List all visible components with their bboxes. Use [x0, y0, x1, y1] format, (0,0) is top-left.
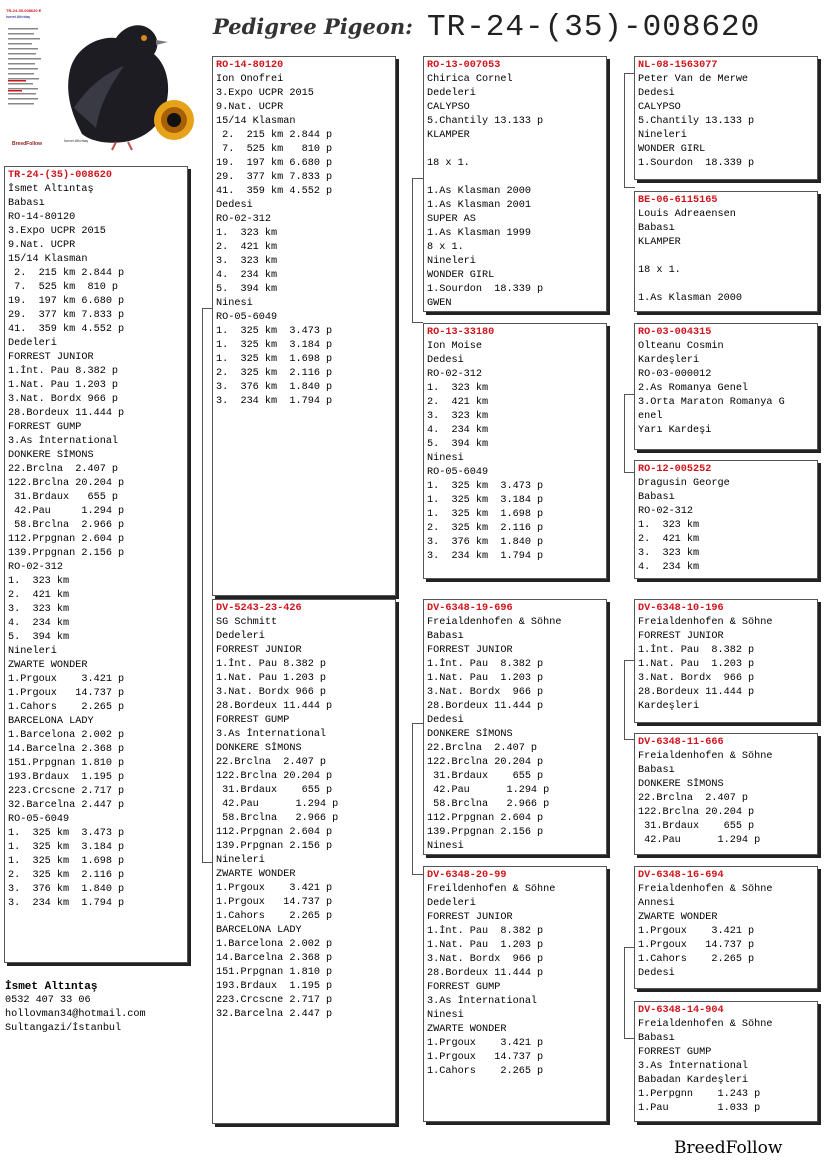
- pedigree-line: 1.Cahors 2.265 p: [638, 954, 755, 965]
- pedigree-line: 1.İnt. Pau 8.382 p: [427, 926, 544, 937]
- pedigree-line: 1.Cahors 2.265 p: [8, 702, 125, 713]
- card-g6: [634, 733, 818, 855]
- pedigree-line: FORREST JUNIOR: [216, 645, 302, 656]
- owner-info: [5, 980, 146, 1036]
- pedigree-line: BARCELONA LADY: [216, 925, 302, 936]
- pedigree-line: FORREST JUNIOR: [638, 631, 724, 642]
- pedigree-line: 2. 325 km 2.116 p: [216, 368, 333, 379]
- pedigree-line: KLAMPER: [427, 130, 470, 141]
- pedigree-line: 1.İnt. Pau 8.382 p: [216, 659, 327, 670]
- pedigree-line: 151.Prpgnan 1.810 p: [8, 758, 125, 769]
- pedigree-line: 2.As Romanya Genel: [638, 383, 749, 394]
- pedigree-line: Ion Onofrei: [216, 74, 284, 85]
- pedigree-line: Ninesi: [216, 298, 253, 309]
- pedigree-line: FORREST GUMP: [8, 422, 82, 433]
- pedigree-line: [427, 171, 603, 185]
- pedigree-line: 3. 234 km 1.794 p: [8, 898, 125, 909]
- pedigree-line: Nineleri: [8, 646, 57, 657]
- pedigree-line: FORREST JUNIOR: [427, 912, 513, 923]
- bracket-dam: [412, 723, 423, 875]
- ring-number: RO-03-004315: [638, 327, 712, 338]
- pedigree-line: 4. 234 km: [638, 562, 700, 573]
- pedigree-line: Dedeleri: [427, 88, 476, 99]
- pigeon-icon: [4, 8, 204, 154]
- pedigree-line: 3. 323 km: [216, 256, 278, 267]
- pedigree-line: 4. 234 km: [427, 425, 489, 436]
- ring-number: DV-5243-23-426: [216, 603, 302, 614]
- pedigree-line: 1.Prgoux 14.737 p: [8, 688, 125, 699]
- pedigree-line: 7. 525 km 810 p: [216, 144, 333, 155]
- pedigree-line: Dedesi: [638, 88, 675, 99]
- pedigree-line: 3. 323 km: [427, 411, 489, 422]
- logo-text-small: BreedFollow: [12, 141, 43, 147]
- pedigree-line: Dedesi: [638, 968, 675, 979]
- pedigree-line: Kardeşleri: [638, 355, 700, 366]
- pedigree-line: 1.Sourdon 18.339 p: [427, 284, 544, 295]
- pedigree-line: 19. 197 km 6.680 p: [8, 296, 125, 307]
- pedigree-line: Babası: [638, 223, 675, 234]
- pedigree-line: WONDER GIRL: [638, 144, 706, 155]
- pedigree-line: 42.Pau 1.294 p: [638, 835, 761, 846]
- pedigree-line: Ninesi: [427, 453, 464, 464]
- pedigree-line: 3. 376 km 1.840 p: [216, 382, 333, 393]
- pedigree-line: 5. 394 km: [8, 632, 70, 643]
- pedigree-line: 193.Brdaux 1.195 p: [8, 772, 125, 783]
- pedigree-line: 1. 325 km 3.184 p: [8, 842, 125, 853]
- pedigree-line: KLAMPER: [638, 237, 681, 248]
- card-g8: [634, 1001, 818, 1122]
- pedigree-line: 1.Cahors 2.265 p: [216, 911, 333, 922]
- pedigree-line: 18 x 1.: [638, 265, 681, 276]
- pedigree-line: 122.Brclna 20.204 p: [8, 478, 125, 489]
- pedigree-line: ZWARTE WONDER: [427, 1024, 507, 1035]
- pedigree-line: 1. 325 km 3.473 p: [8, 828, 125, 839]
- pedigree-line: 42.Pau 1.294 p: [216, 799, 339, 810]
- owner-name: İsmet Altıntaş: [5, 981, 98, 993]
- pedigree-line: CALYPSO: [427, 102, 470, 113]
- pedigree-line: 29. 377 km 7.833 p: [216, 172, 333, 183]
- ring-number-heading: TR-24-(35)-008620: [427, 10, 761, 45]
- pedigree-line: Freialdenhofen & Söhne: [638, 884, 773, 895]
- pedigree-line: CALYPSO: [638, 102, 681, 113]
- pedigree-line: 1. 325 km 3.473 p: [216, 326, 333, 337]
- pedigree-line: 58.Brclna 2.966 p: [8, 520, 125, 531]
- ring-number: RO-13-007053: [427, 60, 501, 71]
- pedigree-line: İsmet Altıntaş: [8, 184, 94, 195]
- pedigree-line: RO-05-6049: [216, 312, 278, 323]
- pedigree-line: 139.Prpgnan 2.156 p: [427, 827, 544, 838]
- pedigree-line: ZWARTE WONDER: [8, 660, 88, 671]
- owner-location: Sultangazi/İstanbul: [5, 1023, 122, 1034]
- ring-number: DV-6348-11-666: [638, 737, 724, 748]
- pedigree-line: 1.Sourdon 18.339 p: [638, 158, 755, 169]
- pedigree-line: 1.İnt. Pau 8.382 p: [427, 659, 544, 670]
- pedigree-line: SG Schmitt: [216, 617, 278, 628]
- pedigree-line: 1.Nat. Pau 1.203 p: [8, 380, 119, 391]
- ring-number: DV-6348-14-904: [638, 1005, 724, 1016]
- pedigree-line: 1.Pau 1.033 p: [638, 1103, 761, 1114]
- ring-number: DV-6348-10-196: [638, 603, 724, 614]
- ring-number: DV-6348-20-99: [427, 870, 507, 881]
- pedigree-line: 1. 325 km 1.698 p: [427, 509, 544, 520]
- pedigree-line: 3.As İnternational: [216, 729, 327, 740]
- pedigree-line: 122.Brclna 20.204 p: [427, 757, 544, 768]
- pedigree-line: Freialdenhofen & Söhne: [638, 1019, 773, 1030]
- card-sire: [212, 56, 396, 596]
- pedigree-line: 1.As Klasman 2001: [427, 200, 531, 211]
- pedigree-line: 112.Prpgnan 2.604 p: [427, 813, 544, 824]
- pedigree-line: Kardeşleri: [638, 701, 700, 712]
- pedigree-line: 32.Barcelna 2.447 p: [216, 1009, 333, 1020]
- bracket-sire: [412, 178, 423, 323]
- pedigree-line: Freialdenhofen & Söhne: [638, 617, 773, 628]
- pedigree-line: FORREST GUMP: [216, 715, 290, 726]
- pedigree-line: Ion Moise: [427, 341, 483, 352]
- card-g1: [634, 56, 818, 180]
- pedigree-line: BARCELONA LADY: [8, 716, 94, 727]
- pedigree-line: 223.Crcscne 2.717 p: [216, 995, 333, 1006]
- pedigree-line: 3.As İnternational: [638, 1061, 749, 1072]
- pedigree-line: 3.Nat. Bordx 966 p: [8, 394, 119, 405]
- ring-number: DV-6348-19-696: [427, 603, 513, 614]
- pedigree-line: 139.Prpgnan 2.156 p: [216, 841, 333, 852]
- pedigree-line: 1. 325 km 1.698 p: [216, 354, 333, 365]
- pedigree-line: 3.As İnternational: [427, 996, 538, 1007]
- pedigree-line: 42.Pau 1.294 p: [427, 785, 550, 796]
- pedigree-line: 3. 323 km: [8, 604, 70, 615]
- pedigree-line: RO-02-312: [216, 214, 272, 225]
- pedigree-line: DONKERE SİMONS: [427, 729, 513, 740]
- pedigree-line: 1.Prgoux 14.737 p: [427, 1052, 544, 1063]
- pedigree-line: 112.Prpgnan 2.604 p: [8, 534, 125, 545]
- pedigree-line: 1.Prgoux 14.737 p: [638, 940, 755, 951]
- pedigree-line: Yarı Kardeşi: [638, 425, 712, 436]
- pedigree-line: 1. 325 km 3.184 p: [216, 340, 333, 351]
- photo-owner: İsmet Altıntaş: [6, 14, 31, 19]
- pedigree-line: 1.Prgoux 14.737 p: [216, 897, 333, 908]
- pedigree-line: 2. 215 km 2.844 p: [216, 130, 333, 141]
- pedigree-line: WONDER GIRL: [427, 270, 495, 281]
- pedigree-line: enel: [638, 411, 663, 422]
- pedigree-line: 1.Cahors 2.265 p: [427, 1066, 544, 1077]
- pedigree-line: 2. 421 km: [216, 242, 278, 253]
- pedigree-line: RO-03-000012: [638, 369, 712, 380]
- pedigree-line: 1. 325 km 1.698 p: [8, 856, 125, 867]
- owner-email[interactable]: hollovman34@hotmail.com: [5, 1009, 146, 1020]
- pedigree-line: 1.İnt. Pau 8.382 p: [638, 645, 755, 656]
- pedigree-line: 1.Perpgnn 1.243 p: [638, 1089, 761, 1100]
- pedigree-line: 9.Nat. UCPR: [8, 240, 76, 251]
- ring-number: DV-6348-16-694: [638, 870, 724, 881]
- pedigree-line: 14.Barcelna 2.368 p: [216, 953, 333, 964]
- pedigree-line: 2. 325 km 2.116 p: [8, 870, 125, 881]
- pedigree-line: 3.Expo UCPR 2015: [216, 88, 314, 99]
- pedigree-line: DONKERE SİMONS: [216, 743, 302, 754]
- pedigree-line: 122.Brclna 20.204 p: [638, 807, 755, 818]
- pedigree-line: 112.Prpgnan 2.604 p: [216, 827, 333, 838]
- pedigree-line: 5. 394 km: [216, 284, 278, 295]
- pedigree-line: Chirica Cornel: [427, 74, 513, 85]
- pedigree-line: Freialdenhofen & Söhne: [638, 751, 773, 762]
- pedigree-line: SUPER AS: [427, 214, 476, 225]
- photo-ring: TR-24-35-008620 E: [6, 8, 42, 13]
- pedigree-line: 1. 325 km 3.184 p: [427, 495, 544, 506]
- pedigree-line: 3. 376 km 1.840 p: [8, 884, 125, 895]
- pedigree-line: 1.Nat. Pau 1.203 p: [638, 659, 755, 670]
- pedigree-line: 1.Prgoux 3.421 p: [8, 674, 125, 685]
- pedigree-line: Dedeleri: [216, 631, 265, 642]
- card-dam-dam: [423, 866, 607, 1122]
- card-dam: [212, 599, 396, 1124]
- pedigree-line: Babadan Kardeşleri: [638, 1075, 749, 1086]
- svg-text:İsmet Altıntaş: İsmet Altıntaş: [64, 138, 89, 143]
- pedigree-line: RO-02-312: [8, 562, 64, 573]
- pedigree-line: RO-05-6049: [427, 467, 489, 478]
- pedigree-line: [638, 250, 814, 264]
- pedigree-line: 15/14 Klasman: [8, 254, 88, 265]
- ring-number: BE-06-6115165: [638, 195, 718, 206]
- pedigree-line: Ninesi: [427, 841, 464, 852]
- pedigree-line: 1.Barcelona 2.002 p: [216, 939, 333, 950]
- pedigree-line: 22.Brclna 2.407 p: [638, 793, 749, 804]
- pedigree-line: 1. 323 km: [638, 520, 700, 531]
- pedigree-line: 1.As Klasman 2000: [427, 186, 531, 197]
- pedigree-line: 3.Nat. Bordx 966 p: [216, 687, 327, 698]
- pedigree-line: GWEN: [427, 298, 452, 309]
- card-subject: [4, 166, 188, 963]
- pedigree-line: 5.Chantily 13.133 p: [638, 116, 755, 127]
- pedigree-line: 2. 421 km: [638, 534, 700, 545]
- pedigree-line: 32.Barcelna 2.447 p: [8, 800, 125, 811]
- pedigree-line: 9.Nat. UCPR: [216, 102, 284, 113]
- pedigree-line: Olteanu Cosmin: [638, 341, 724, 352]
- pedigree-line: DONKERE SİMONS: [638, 779, 724, 790]
- pedigree-line: 41. 359 km 4.552 p: [8, 324, 125, 335]
- pedigree-line: Freialdenhofen & Söhne: [427, 617, 562, 628]
- pedigree-line: RO-05-6049: [8, 814, 70, 825]
- pedigree-line: RO-14-80120: [8, 212, 76, 223]
- pedigree-line: 29. 377 km 7.833 p: [8, 310, 125, 321]
- ring-number: RO-12-005252: [638, 464, 712, 475]
- page-title: Pedigree Pigeon:: [213, 14, 413, 39]
- pedigree-line: 22.Brclna 2.407 p: [427, 743, 538, 754]
- pedigree-line: Babası: [8, 198, 45, 209]
- pedigree-line: 1.Prgoux 3.421 p: [638, 926, 755, 937]
- pedigree-line: 1. 323 km: [216, 228, 278, 239]
- pedigree-line: 2. 325 km 2.116 p: [427, 523, 544, 534]
- pedigree-line: FORREST GUMP: [638, 1047, 712, 1058]
- pedigree-line: Babası: [638, 1033, 675, 1044]
- pedigree-line: 8 x 1.: [427, 242, 464, 253]
- pedigree-line: RO-02-312: [638, 506, 694, 517]
- pedigree-line: Dedeleri: [427, 898, 476, 909]
- pedigree-line: 18 x 1.: [427, 158, 470, 169]
- pedigree-line: 4. 234 km: [216, 270, 278, 281]
- card-g7: [634, 866, 818, 989]
- pedigree-line: 31.Brdaux 655 p: [216, 785, 333, 796]
- pedigree-line: 1.Barcelona 2.002 p: [8, 730, 125, 741]
- pedigree-line: Dedesi: [427, 715, 464, 726]
- pedigree-line: 14.Barcelna 2.368 p: [8, 744, 125, 755]
- pedigree-line: Peter Van de Merwe: [638, 74, 749, 85]
- pedigree-line: Nineleri: [427, 256, 476, 267]
- pedigree-line: 1.İnt. Pau 8.382 p: [8, 366, 119, 377]
- pedigree-line: 1. 323 km: [8, 576, 70, 587]
- pedigree-line: Annesi: [638, 898, 675, 909]
- pedigree-line: 7. 525 km 810 p: [8, 282, 119, 293]
- card-g2: [634, 191, 818, 312]
- pedigree-line: 28.Bordeux 11.444 p: [427, 968, 544, 979]
- owner-phone: 0532 407 33 06: [5, 995, 91, 1006]
- pedigree-line: 19. 197 km 6.680 p: [216, 158, 333, 169]
- ring-number: NL-08-1563077: [638, 60, 718, 71]
- pedigree-line: 1.Prgoux 3.421 p: [216, 883, 333, 894]
- pedigree-line: Babası: [638, 765, 675, 776]
- pedigree-line: 28.Bordeux 11.444 p: [216, 701, 333, 712]
- ring-number: RO-13-33180: [427, 327, 495, 338]
- card-g3: [634, 323, 818, 450]
- pedigree-line: 58.Brclna 2.966 p: [427, 799, 550, 810]
- card-g4: [634, 460, 818, 579]
- pedigree-line: 31.Brdaux 655 p: [427, 771, 544, 782]
- card-sire-sire: [423, 56, 607, 312]
- pedigree-line: 15/14 Klasman: [216, 116, 296, 127]
- pedigree-line: Louis Adreaensen: [638, 209, 736, 220]
- pedigree-line: Babası: [427, 631, 464, 642]
- pedigree-line: 28.Bordeux 11.444 p: [638, 687, 755, 698]
- ring-number: RO-14-80120: [216, 60, 284, 71]
- pedigree-line: 193.Brdaux 1.195 p: [216, 981, 333, 992]
- pedigree-line: 31.Brdaux 655 p: [638, 821, 755, 832]
- pedigree-line: 4. 234 km: [8, 618, 70, 629]
- pedigree-line: 3.Nat. Bordx 966 p: [638, 673, 755, 684]
- pedigree-line: 22.Brclna 2.407 p: [8, 464, 119, 475]
- pedigree-line: Dragusin George: [638, 478, 730, 489]
- pedigree-line: 3.Expo UCPR 2015: [8, 226, 106, 237]
- pedigree-line: 31.Brdaux 655 p: [8, 492, 119, 503]
- pedigree-line: 2. 421 km: [8, 590, 70, 601]
- breedfollow-logo: BreedFollow: [674, 1138, 783, 1158]
- pedigree-line: 1.Nat. Pau 1.203 p: [427, 940, 544, 951]
- pedigree-line: 3.As İnternational: [8, 436, 119, 447]
- pedigree-line: Dedesi: [427, 355, 464, 366]
- pedigree-line: Freildenhofen & Söhne: [427, 884, 556, 895]
- pedigree-line: 5.Chantily 13.133 p: [427, 116, 544, 127]
- pedigree-line: [427, 143, 603, 157]
- pedigree-line: RO-02-312: [427, 369, 483, 380]
- pedigree-line: 1.Nat. Pau 1.203 p: [216, 673, 327, 684]
- pigeon-photo: [4, 8, 204, 154]
- pedigree-line: 3. 323 km: [638, 548, 700, 559]
- pedigree-line: Dedesi: [216, 200, 253, 211]
- pedigree-line: 28.Bordeux 11.444 p: [427, 701, 544, 712]
- pedigree-line: FORREST JUNIOR: [8, 352, 94, 363]
- pedigree-line: 1.As Klasman 1999: [427, 228, 531, 239]
- ring-number: TR-24-(35)-008620: [8, 170, 112, 181]
- pedigree-line: 151.Prpgnan 1.810 p: [216, 967, 333, 978]
- card-dam-sire: [423, 599, 607, 855]
- pedigree-line: 22.Brclna 2.407 p: [216, 757, 327, 768]
- card-g5: [634, 599, 818, 723]
- pedigree-line: 2. 215 km 2.844 p: [8, 268, 125, 279]
- pedigree-line: FORREST JUNIOR: [427, 645, 513, 656]
- pedigree-line: Nineleri: [216, 855, 265, 866]
- pedigree-line: 1. 323 km: [427, 383, 489, 394]
- pedigree-line: 2. 421 km: [427, 397, 489, 408]
- pedigree-line: 1. 325 km 3.473 p: [427, 481, 544, 492]
- pedigree-line: 1.As Klasman 2000: [638, 293, 742, 304]
- pedigree-line: 3. 234 km 1.794 p: [216, 396, 333, 407]
- pedigree-line: 3. 234 km 1.794 p: [427, 551, 544, 562]
- pedigree-line: Ninesi: [427, 1010, 464, 1021]
- pedigree-line: Nineleri: [638, 130, 687, 141]
- pedigree-line: 58.Brclna 2.966 p: [216, 813, 339, 824]
- card-sire-dam: [423, 323, 607, 579]
- pedigree-line: 3.Orta Maraton Romanya G: [638, 397, 785, 408]
- pedigree-line: DONKERE SİMONS: [8, 450, 94, 461]
- pedigree-line: [638, 278, 814, 292]
- pedigree-line: Babası: [638, 492, 675, 503]
- pedigree-line: 1.Prgoux 3.421 p: [427, 1038, 544, 1049]
- pedigree-line: 122.Brclna 20.204 p: [216, 771, 333, 782]
- pedigree-line: 5. 394 km: [427, 439, 489, 450]
- pedigree-line: 3. 376 km 1.840 p: [427, 537, 544, 548]
- pedigree-line: 139.Prpgnan 2.156 p: [8, 548, 125, 559]
- pedigree-line: 42.Pau 1.294 p: [8, 506, 125, 517]
- pedigree-line: 1.Nat. Pau 1.203 p: [427, 673, 544, 684]
- pedigree-line: 28.Bordeux 11.444 p: [8, 408, 125, 419]
- pedigree-line: 41. 359 km 4.552 p: [216, 186, 333, 197]
- pedigree-line: ZWARTE WONDER: [638, 912, 718, 923]
- pedigree-line: 223.Crcscne 2.717 p: [8, 786, 125, 797]
- pedigree-line: 3.Nat. Bordx 966 p: [427, 687, 544, 698]
- pedigree-line: FORREST GUMP: [427, 982, 501, 993]
- pedigree-line: 3.Nat. Bordx 966 p: [427, 954, 544, 965]
- pedigree-line: Dedeleri: [8, 338, 57, 349]
- pedigree-line: ZWARTE WONDER: [216, 869, 296, 880]
